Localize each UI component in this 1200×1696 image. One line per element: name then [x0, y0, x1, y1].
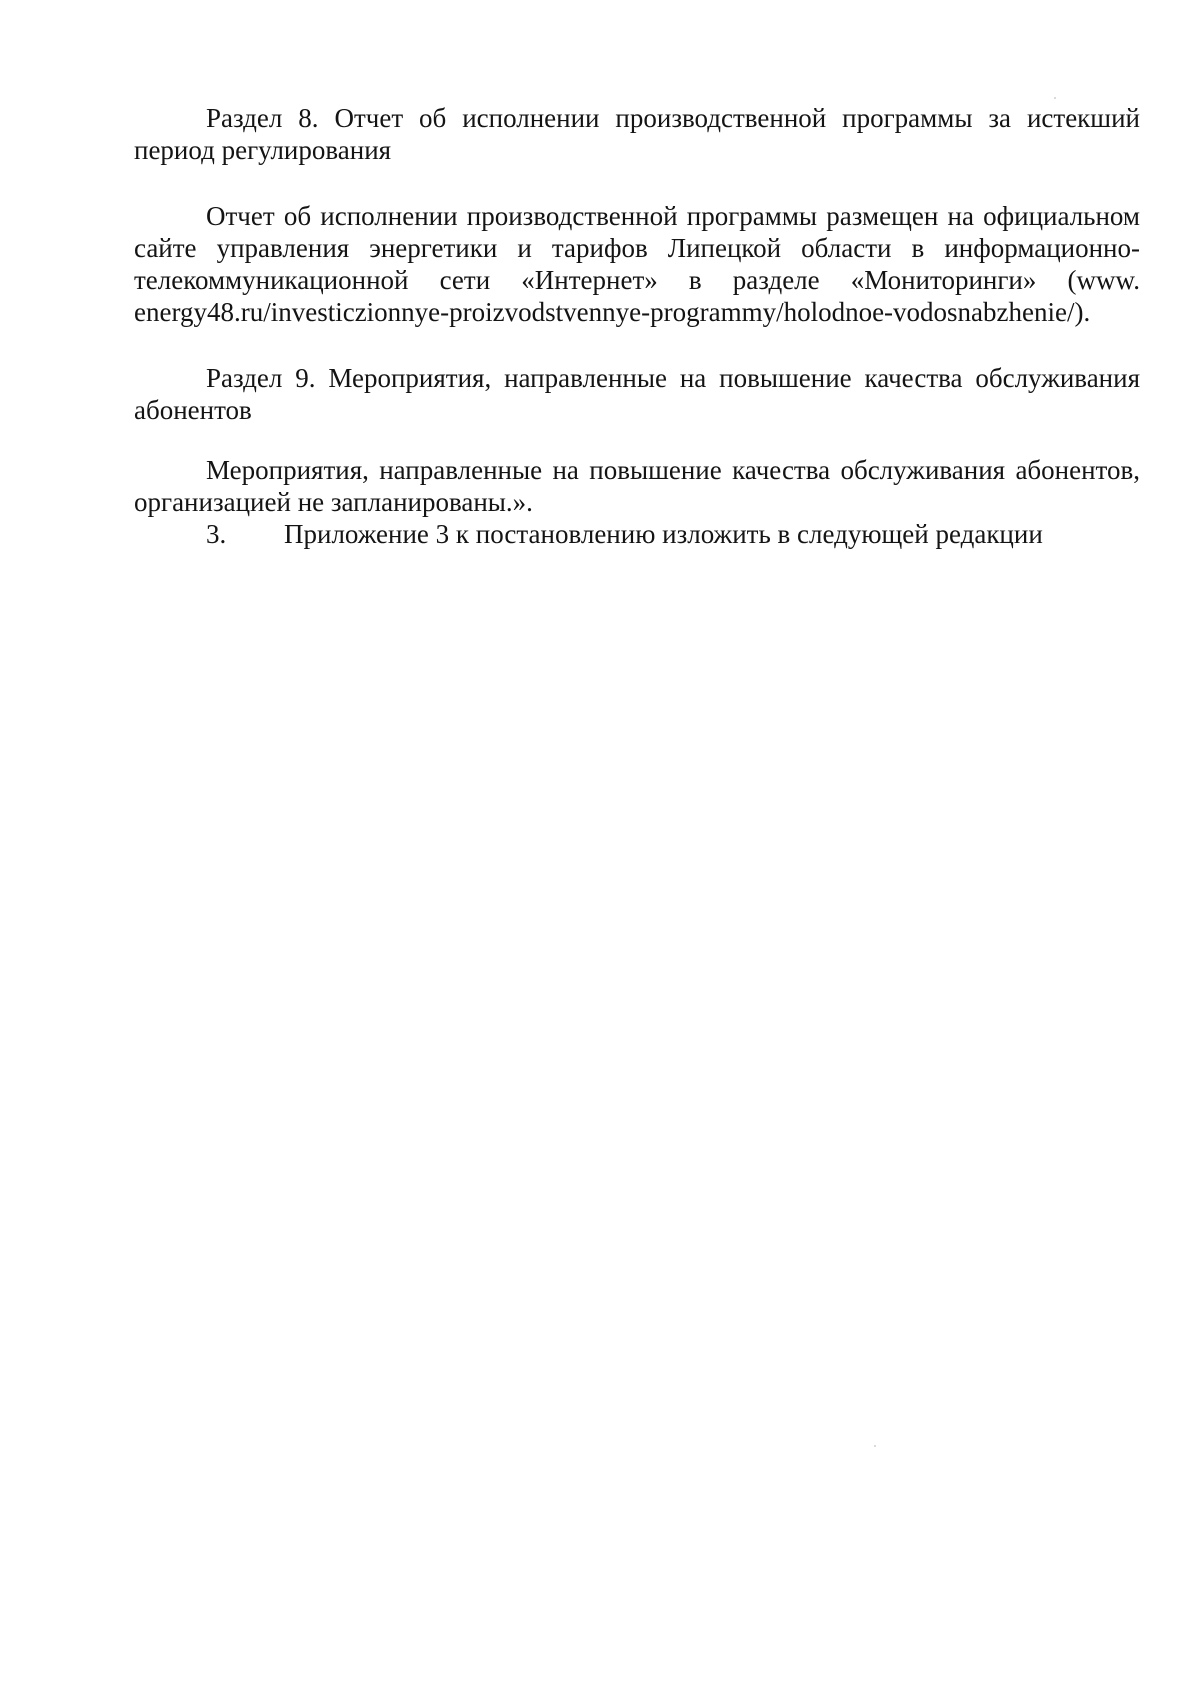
section-8-body: Отчет об исполнении производственной программы размещен на официальном сайте управления энергетики и тарифов Липецкой области в информационно-телекоммуникационной сети «Интернет» в разделе «Мониторинги» (www. energy48.ru/investiczionnye-proizvodstvennye-programmy/holodnoe-vodosnabzhenie/).	[134, 201, 1140, 327]
section-8-heading: Раздел 8. Отчет об исполнении производственной программы за истекший период регулирования	[134, 103, 1140, 165]
numbered-item-3	[134, 518, 1140, 550]
item-text: Приложение 3 к постановлению изложить в следующей редакции	[284, 519, 1043, 549]
scan-speck	[874, 1445, 876, 1447]
document-content	[134, 102, 1140, 550]
item-number: 3.	[206, 519, 227, 549]
section-9-heading: Раздел 9. Мероприятия, направленные на повышение качества обслуживания абонентов	[134, 363, 1140, 425]
section-9-body: Мероприятия, направленные на повышение качества обслуживания абонентов, организацией не запланированы.».	[134, 455, 1140, 517]
scan-speck	[1054, 97, 1056, 99]
